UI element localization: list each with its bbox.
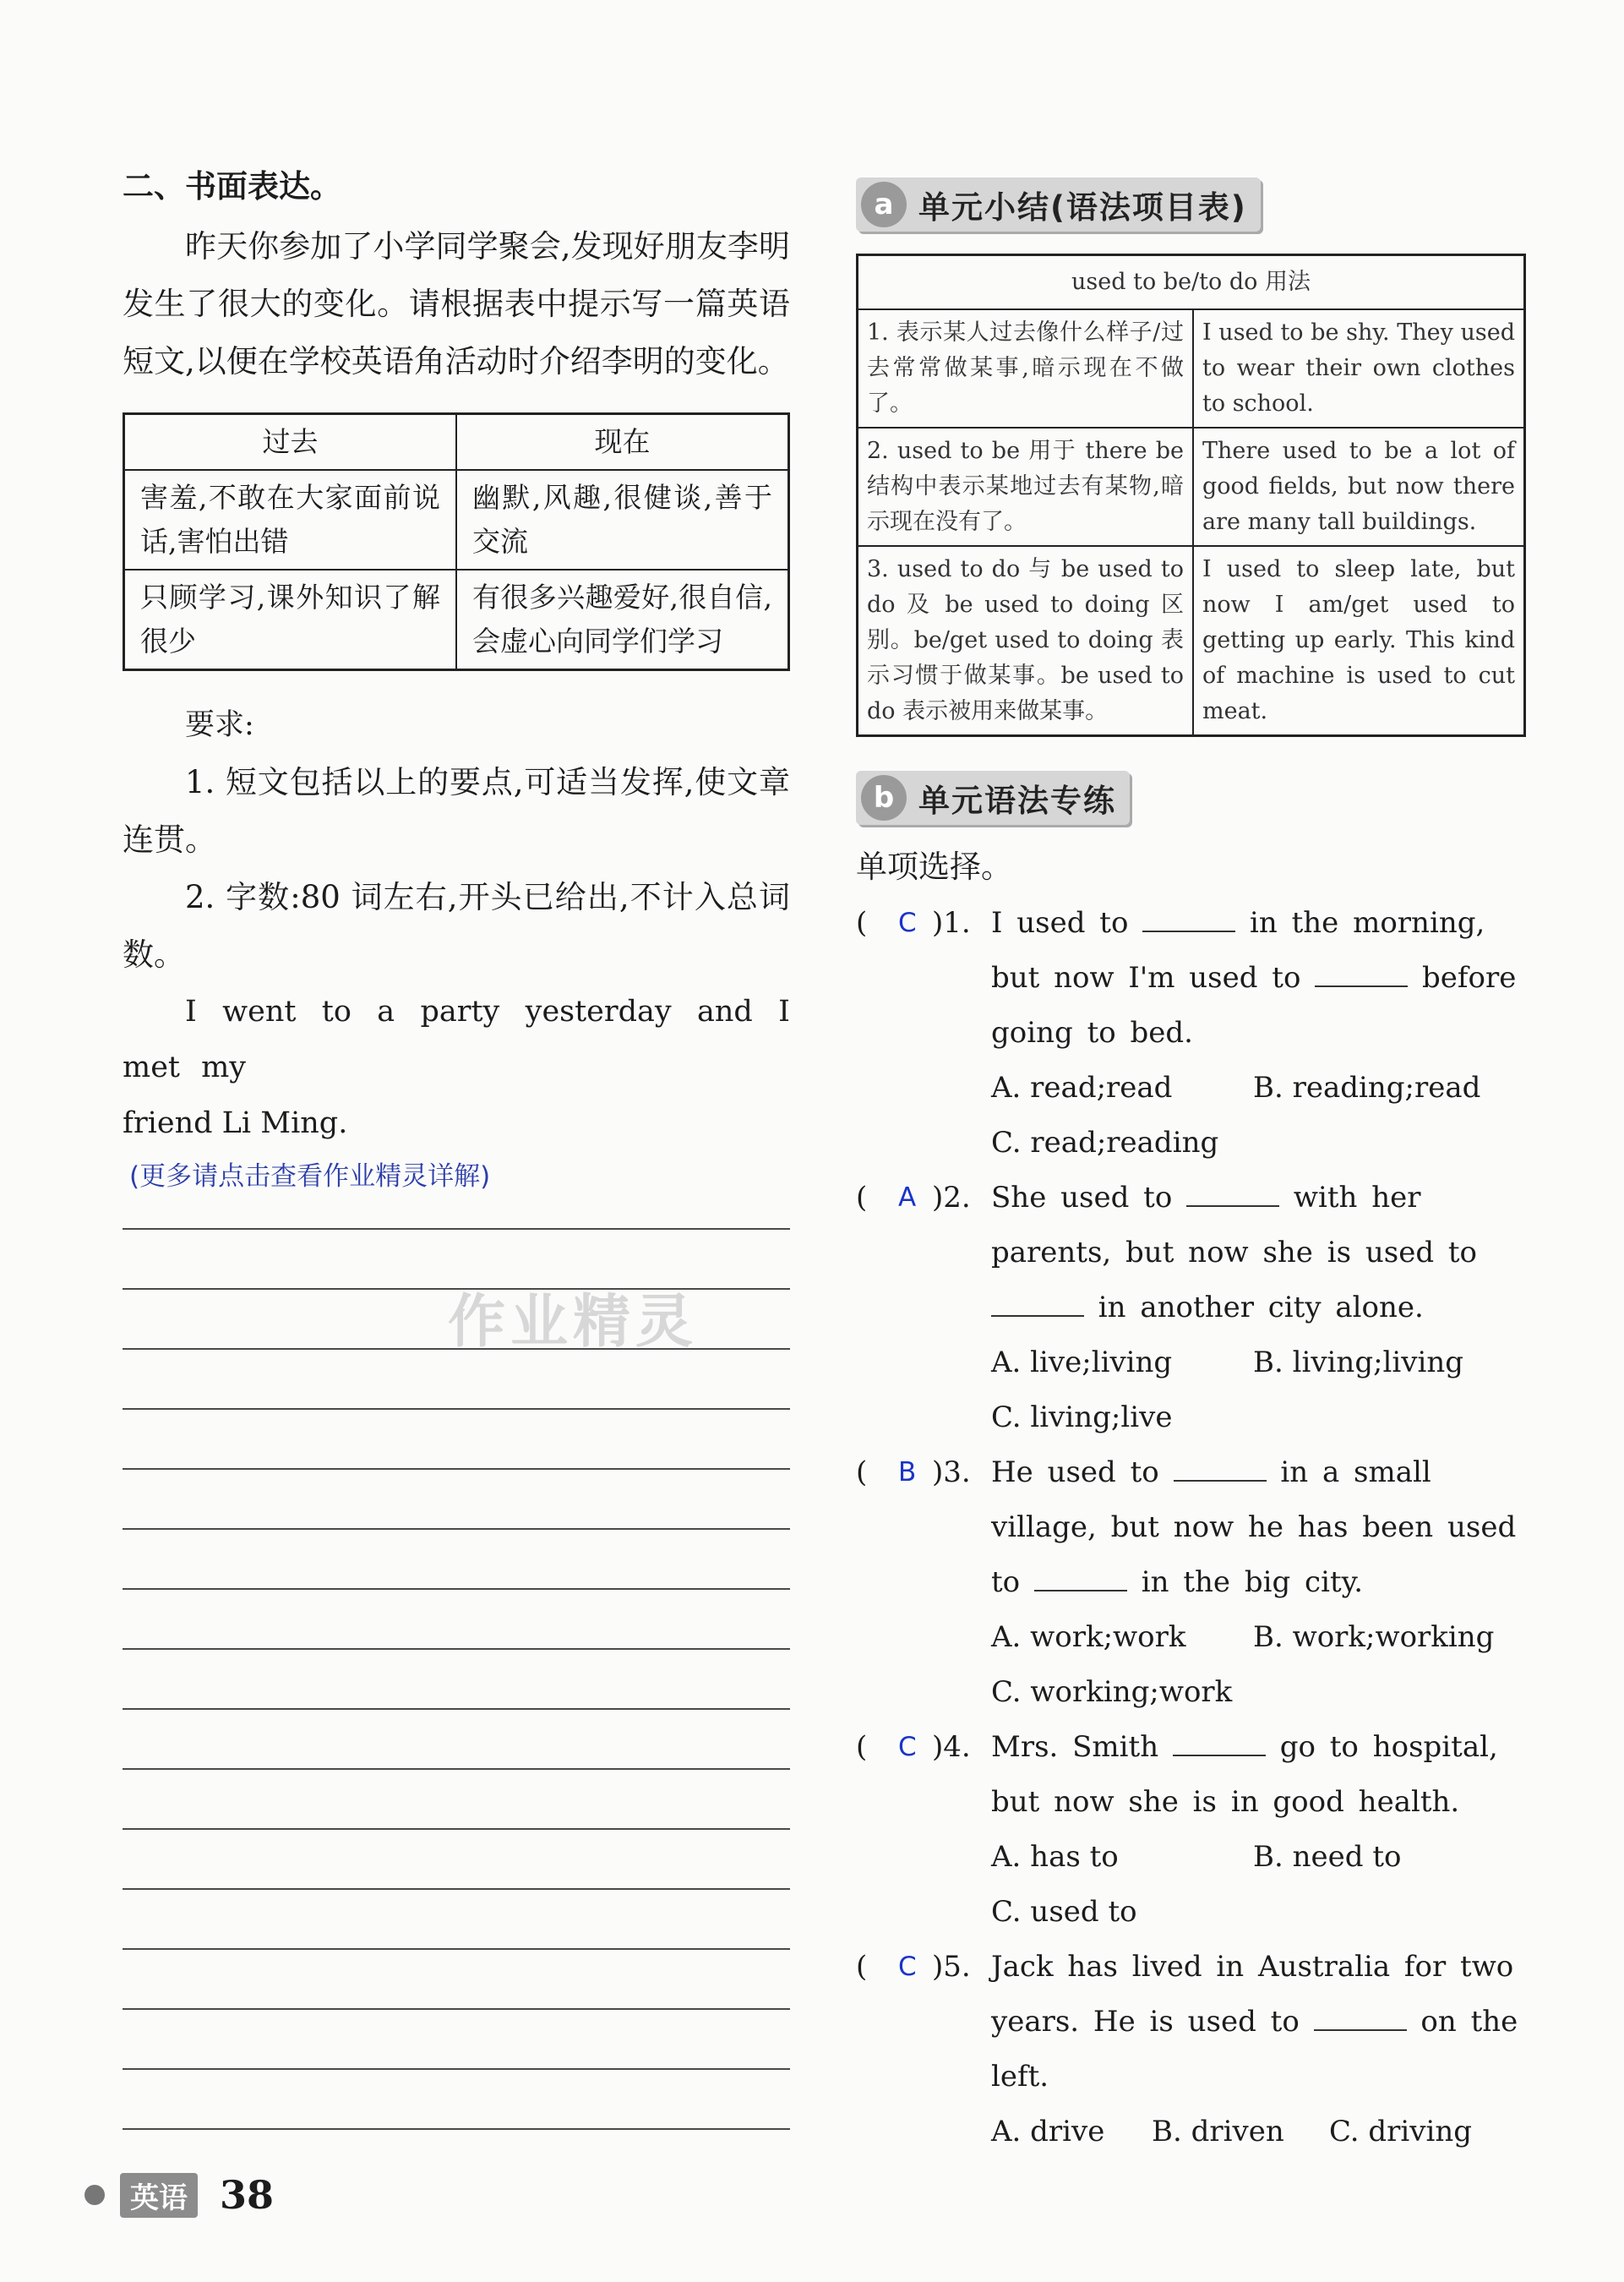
option-c[interactable]: C. working;work <box>991 1675 1233 1709</box>
table-cell: 害羞,不敢在大家面前说话,害怕出错 <box>124 470 457 570</box>
question-5: ( C )5. Jack has lived in Australia for two years. He is used to on the left. A. drive B. driven C. driving <box>856 1940 1526 2159</box>
subject-badge: 英语 <box>120 2173 198 2218</box>
table-row <box>124 570 789 670</box>
answer-blank[interactable] <box>991 1281 1084 1317</box>
table-header-now: 现在 <box>456 414 789 471</box>
table-row <box>858 546 1525 736</box>
practice-banner-text: 单元语法专练 <box>918 783 1116 819</box>
left-column <box>123 161 790 2130</box>
page-footer <box>84 2172 274 2218</box>
option-b[interactable]: B. work;working <box>1253 1620 1495 1654</box>
writing-line <box>123 1710 790 1770</box>
option-b[interactable]: B. reading;read <box>1253 1071 1481 1105</box>
option-b[interactable]: B. living;living <box>1253 1346 1464 1379</box>
requirement-1: 1. 短文包括以上的要点,可适当发挥,使文章连贯。 <box>123 764 790 858</box>
writing-line <box>123 1350 790 1410</box>
writing-line <box>123 2070 790 2130</box>
table-cell: 幽默,风趣,很健谈,善于交流 <box>456 470 789 570</box>
writing-line <box>123 1410 790 1470</box>
stem-text: I used to <box>991 906 1143 940</box>
table-row <box>858 309 1525 428</box>
answer-blank[interactable] <box>1173 1721 1266 1756</box>
grammar-example: I used to sleep late, but now I am/get used to getting up early. This kind of machine is used to cut meat. <box>1193 546 1525 736</box>
right-column <box>856 177 1526 2159</box>
footer-dot-icon <box>84 2185 105 2205</box>
question-1: ( C )1. I used to in the morning, but now I'm used to before going to bed. A. read;read B. reading;read C. read;reading <box>856 896 1526 1171</box>
grammar-table <box>856 254 1526 737</box>
writing-line <box>123 1530 790 1590</box>
grammar-rule: 2. used to be 用于 there be 结构中表示某地过去有某物,暗示现在没有了。 <box>858 428 1194 546</box>
option-c[interactable]: C. driving <box>1329 2115 1473 2148</box>
stem-text: in a small village, but now he has been used to <box>991 1455 1517 1599</box>
stem-text: before going to bed. <box>991 961 1517 1050</box>
writing-line <box>123 1650 790 1710</box>
writing-line <box>123 1470 790 1530</box>
summary-banner <box>856 177 1261 232</box>
practice-banner <box>856 771 1130 825</box>
option-b[interactable]: B. driven <box>1152 2115 1284 2148</box>
stem-text: She used to <box>991 1181 1187 1215</box>
comparison-table <box>123 412 790 671</box>
question-number: )2. <box>932 1181 971 1215</box>
table-header-past: 过去 <box>124 414 457 471</box>
stem-text: on the left. <box>991 2005 1518 2094</box>
option-c[interactable]: C. read;reading <box>991 1126 1219 1160</box>
stem-text: go to hospital, but now she is in good health. <box>991 1730 1498 1819</box>
grammar-example: I used to be shy. They used to wear their own clothes to school. <box>1193 309 1525 428</box>
section-mark-icon: a <box>861 182 907 227</box>
section-title: 二、书面表达。 <box>123 168 341 205</box>
detail-link[interactable]: (更多请点击查看作业精灵详解) <box>129 1161 491 1192</box>
writing-line <box>123 1830 790 1890</box>
option-a[interactable]: A. work;work <box>991 1620 1186 1654</box>
answer-blank[interactable] <box>1186 1171 1279 1207</box>
table-row <box>124 470 789 570</box>
writing-line <box>123 2010 790 2070</box>
option-c[interactable]: C. living;live <box>991 1400 1173 1434</box>
question-number: )4. <box>932 1730 971 1764</box>
answer-blank[interactable] <box>1314 1995 1407 2031</box>
answer-5: C <box>898 1952 917 1982</box>
answer-2: A <box>898 1182 917 1213</box>
summary-banner-text: 单元小结(语法项目表) <box>918 189 1247 226</box>
grammar-rule: 1. 表示某人过去像什么样子/过去常常做某事,暗示现在不做了。 <box>858 309 1194 428</box>
option-a[interactable]: A. drive <box>991 2115 1105 2148</box>
answer-blank[interactable] <box>1174 1446 1267 1482</box>
option-a[interactable]: A. read;read <box>991 1071 1173 1105</box>
grammar-example: There used to be a lot of good fields, but now there are many tall buildings. <box>1193 428 1525 546</box>
answer-4: C <box>898 1732 917 1762</box>
stem-text: He used to <box>991 1455 1174 1489</box>
writing-line <box>123 1590 790 1650</box>
instruction: 单项选择。 <box>856 849 1012 885</box>
answer-1: C <box>898 908 917 938</box>
opening-sentence-cont: friend Li Ming. <box>123 1106 348 1140</box>
task-intro: 昨天你参加了小学同学聚会,发现好朋友李明发生了很大的变化。请根据表中提示写一篇英语短文,以便在学校英语角活动时介绍李明的变化。 <box>123 228 790 379</box>
grammar-table-header: used to be/to do 用法 <box>858 255 1525 310</box>
table-row <box>858 428 1525 546</box>
answer-blank[interactable] <box>1034 1556 1127 1591</box>
requirement-2: 2. 字数:80 词左右,开头已给出,不计入总词数。 <box>123 879 790 973</box>
question-4: ( C )4. Mrs. Smith go to hospital, but now she is in good health. A. has to B. need to C. used to <box>856 1720 1526 1940</box>
opening-sentence: I went to a party yesterday and I met my <box>123 995 790 1084</box>
answer-blank[interactable] <box>1142 897 1235 932</box>
writing-line <box>123 1890 790 1950</box>
answer-blank[interactable] <box>1315 952 1408 987</box>
page-number: 38 <box>220 2172 275 2218</box>
stem-text: in the big city. <box>1126 1565 1364 1599</box>
writing-line <box>123 1770 790 1830</box>
stem-text: with her parents, but now she is used to <box>991 1181 1478 1269</box>
section-mark-icon: b <box>861 775 907 821</box>
option-a[interactable]: A. has to <box>991 1840 1119 1874</box>
table-cell: 有很多兴趣爱好,很自信,会虚心向同学们学习 <box>456 570 789 670</box>
option-a[interactable]: A. live;living <box>991 1346 1173 1379</box>
question-number: )5. <box>932 1950 971 1984</box>
requirements-label: 要求: <box>185 708 254 742</box>
table-cell: 只顾学习,课外知识了解很少 <box>124 570 457 670</box>
option-b[interactable]: B. need to <box>1253 1840 1402 1874</box>
option-c[interactable]: C. used to <box>991 1895 1137 1929</box>
stem-text: Mrs. Smith <box>991 1730 1173 1764</box>
stem-text: in another city alone. <box>1084 1291 1424 1324</box>
question-number: )1. <box>932 906 971 940</box>
writing-line <box>123 1950 790 2010</box>
stem-text: Jack has lived in Australia for two years. He is used to <box>991 1950 1514 2039</box>
question-number: )3. <box>932 1455 971 1489</box>
question-3: ( B )3. He used to in a small village, but now he has been used to in the big city. A. work;work B. work;working C. working;work <box>856 1445 1526 1720</box>
stem-text: in the morning, but now I'm used to <box>991 906 1485 995</box>
question-2: ( A )2. She used to with her parents, but now she is used to in another city alone. A. live;living B. living;living C. living;live <box>856 1171 1526 1445</box>
answer-3: B <box>898 1457 917 1488</box>
watermark: 作业精灵 <box>448 1289 699 1356</box>
grammar-rule: 3. used to do 与 be used to do 及 be used to doing 区别。be/get used to doing 表示习惯于做某事。be used to do 表示被用来做某事。 <box>858 546 1194 736</box>
writing-line <box>123 1203 790 1230</box>
